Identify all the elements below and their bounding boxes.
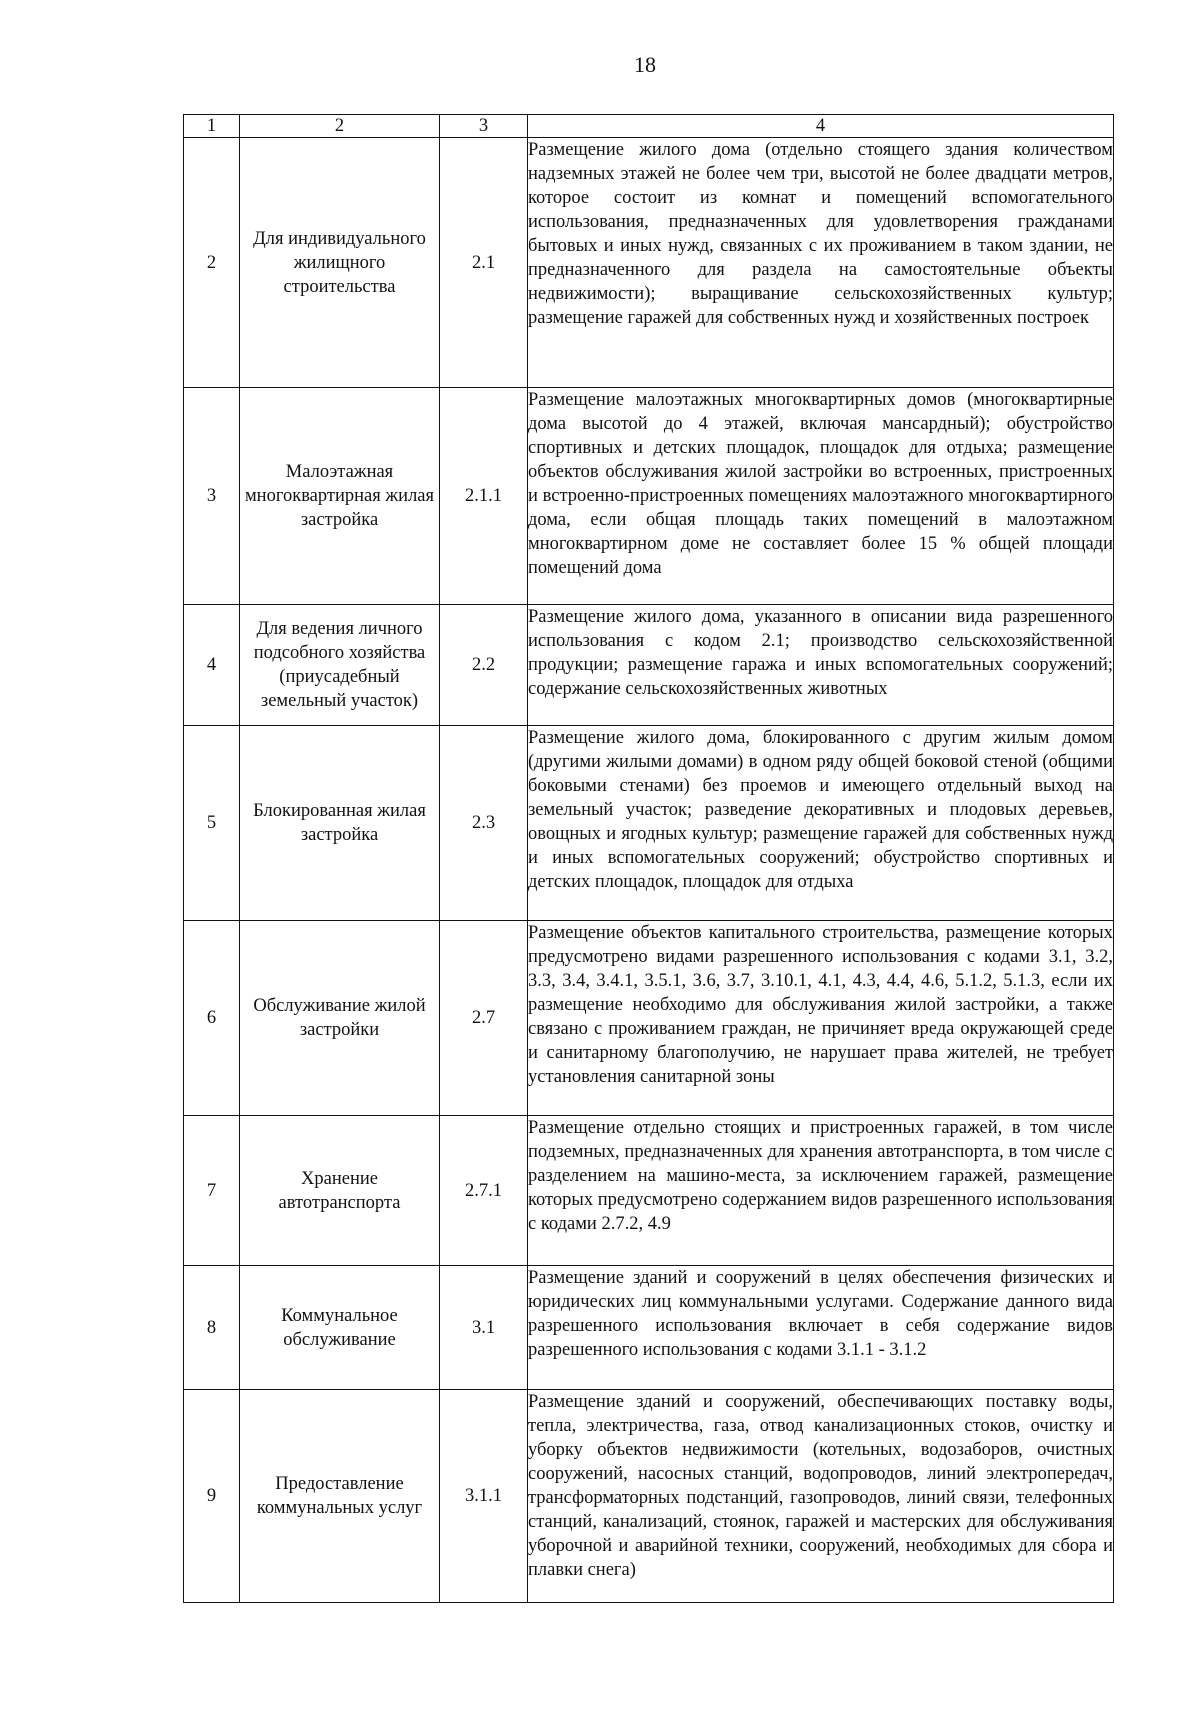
land-use-description: Размещение жилого дома, указанного в описании вида разрешенного использования с кодом 2.1; производство сельскохозяйственной продукции; размещение гаража и иных вспомогательных сооружений; содержание сельскохозяйственных животных [528, 605, 1114, 726]
land-use-code: 2.3 [440, 726, 528, 921]
land-use-description: Размещение жилого дома (отдельно стоящего здания количеством надземных этажей не более чем три, высотой не более двадцати метров, которое состоит из комнат и помещений вспомогательного использования, предназначенных для удовлетворения гражданами бытовых и иных нужд, связанных с их проживанием в таком здании, не предназначенного для раздела на самостоятельные объекты недвижимости); выращивание сельскохозяйственных культур; размещение гаражей для собственных нужд и хозяйственных построек [528, 138, 1114, 388]
table-row [184, 921, 1114, 1116]
table-row [184, 138, 1114, 388]
row-number: 2 [184, 138, 240, 388]
row-number: 9 [184, 1390, 240, 1603]
land-use-name: Малоэтажная многоквартирная жилая застройка [240, 388, 440, 605]
table-row [184, 388, 1114, 605]
land-use-code: 3.1.1 [440, 1390, 528, 1603]
row-number: 7 [184, 1116, 240, 1266]
land-use-code: 2.7 [440, 921, 528, 1116]
land-use-name: Коммунальное обслуживание [240, 1266, 440, 1390]
land-use-name: Блокированная жилая застройка [240, 726, 440, 921]
row-number: 6 [184, 921, 240, 1116]
table-row [184, 1390, 1114, 1603]
land-use-name: Для индивидуального жилищного строительства [240, 138, 440, 388]
land-use-description: Размещение жилого дома, блокированного с другим жилым домом (другими жилыми домами) в одном ряду общей боковой стеной (общими боковыми стенами) без проемов и имеющего отдельный выход на земельный участок; разведение декоративных и плодовых деревьев, овощных и ягодных культур; размещение гаражей для собственных нужд и иных вспомогательных сооружений; обустройство спортивных и детских площадок, площадок для отдыха [528, 726, 1114, 921]
table-row [184, 605, 1114, 726]
header-cell-1: 1 [184, 115, 240, 138]
land-use-description: Размещение зданий и сооружений в целях обеспечения физических и юридических лиц коммунальными услугами. Содержание данного вида разрешенного использования включает в себя содержание видов разрешенного использования с кодами 3.1.1 - 3.1.2 [528, 1266, 1114, 1390]
land-use-code: 3.1 [440, 1266, 528, 1390]
row-number: 8 [184, 1266, 240, 1390]
header-cell-4: 4 [528, 115, 1114, 138]
land-use-description: Размещение зданий и сооружений, обеспечивающих поставку воды, тепла, электричества, газа, отвод канализационных стоков, очистку и уборку объектов недвижимости (котельных, водозаборов, очистных сооружений, насосных станций, водопроводов, линий электропередач, трансформаторных подстанций, газопроводов, линий связи, телефонных станций, канализаций, стоянок, гаражей и мастерских для обслуживания уборочной и аварийной техники, сооружений, необходимых для сбора и плавки снега) [528, 1390, 1114, 1603]
land-use-name: Предоставление коммунальных услуг [240, 1390, 440, 1603]
page-number: 18 [634, 52, 656, 77]
land-use-name: Обслуживание жилой застройки [240, 921, 440, 1116]
land-use-code: 2.1 [440, 138, 528, 388]
table-row [184, 1116, 1114, 1266]
table-row [184, 1266, 1114, 1390]
row-number: 3 [184, 388, 240, 605]
land-use-table [183, 114, 1114, 1603]
table-header-row [184, 115, 1114, 138]
land-use-name: Хранение автотранспорта [240, 1116, 440, 1266]
row-number: 4 [184, 605, 240, 726]
row-number: 5 [184, 726, 240, 921]
land-use-description: Размещение отдельно стоящих и пристроенных гаражей, в том числе подземных, предназначенных для хранения автотранспорта, в том числе с разделением на машино-места, за исключением гаражей, размещение которых предусмотрено содержанием видов разрешенного использования с кодами 2.7.2, 4.9 [528, 1116, 1114, 1266]
land-use-code: 2.7.1 [440, 1116, 528, 1266]
header-cell-2: 2 [240, 115, 440, 138]
land-use-name: Для ведения личного подсобного хозяйства (приусадебный земельный участок) [240, 605, 440, 726]
land-use-description: Размещение малоэтажных многоквартирных домов (многоквартирные дома высотой до 4 этажей, включая мансардный); обустройство спортивных и детских площадок, площадок для отдыха; размещение объектов обслуживания жилой застройки во встроенных, пристроенных и встроенно-пристроенных помещениях малоэтажного многоквартирного дома, если общая площадь таких помещений в малоэтажном многоквартирном доме не составляет более 15 % общей площади помещений дома [528, 388, 1114, 605]
header-cell-3: 3 [440, 115, 528, 138]
land-use-description: Размещение объектов капитального строительства, размещение которых предусмотрено видами разрешенного использования с кодами 3.1, 3.2, 3.3, 3.4, 3.4.1, 3.5.1, 3.6, 3.7, 3.10.1, 4.1, 4.3, 4.4, 4.6, 5.1.2, 5.1.3, если их размещение необходимо для обслуживания жилой застройки, а также связано с проживанием граждан, не причиняет вреда окружающей среде и санитарному благополучию, не нарушает права жителей, не требует установления санитарной зоны [528, 921, 1114, 1116]
table-row [184, 726, 1114, 921]
land-use-code: 2.1.1 [440, 388, 528, 605]
land-use-code: 2.2 [440, 605, 528, 726]
